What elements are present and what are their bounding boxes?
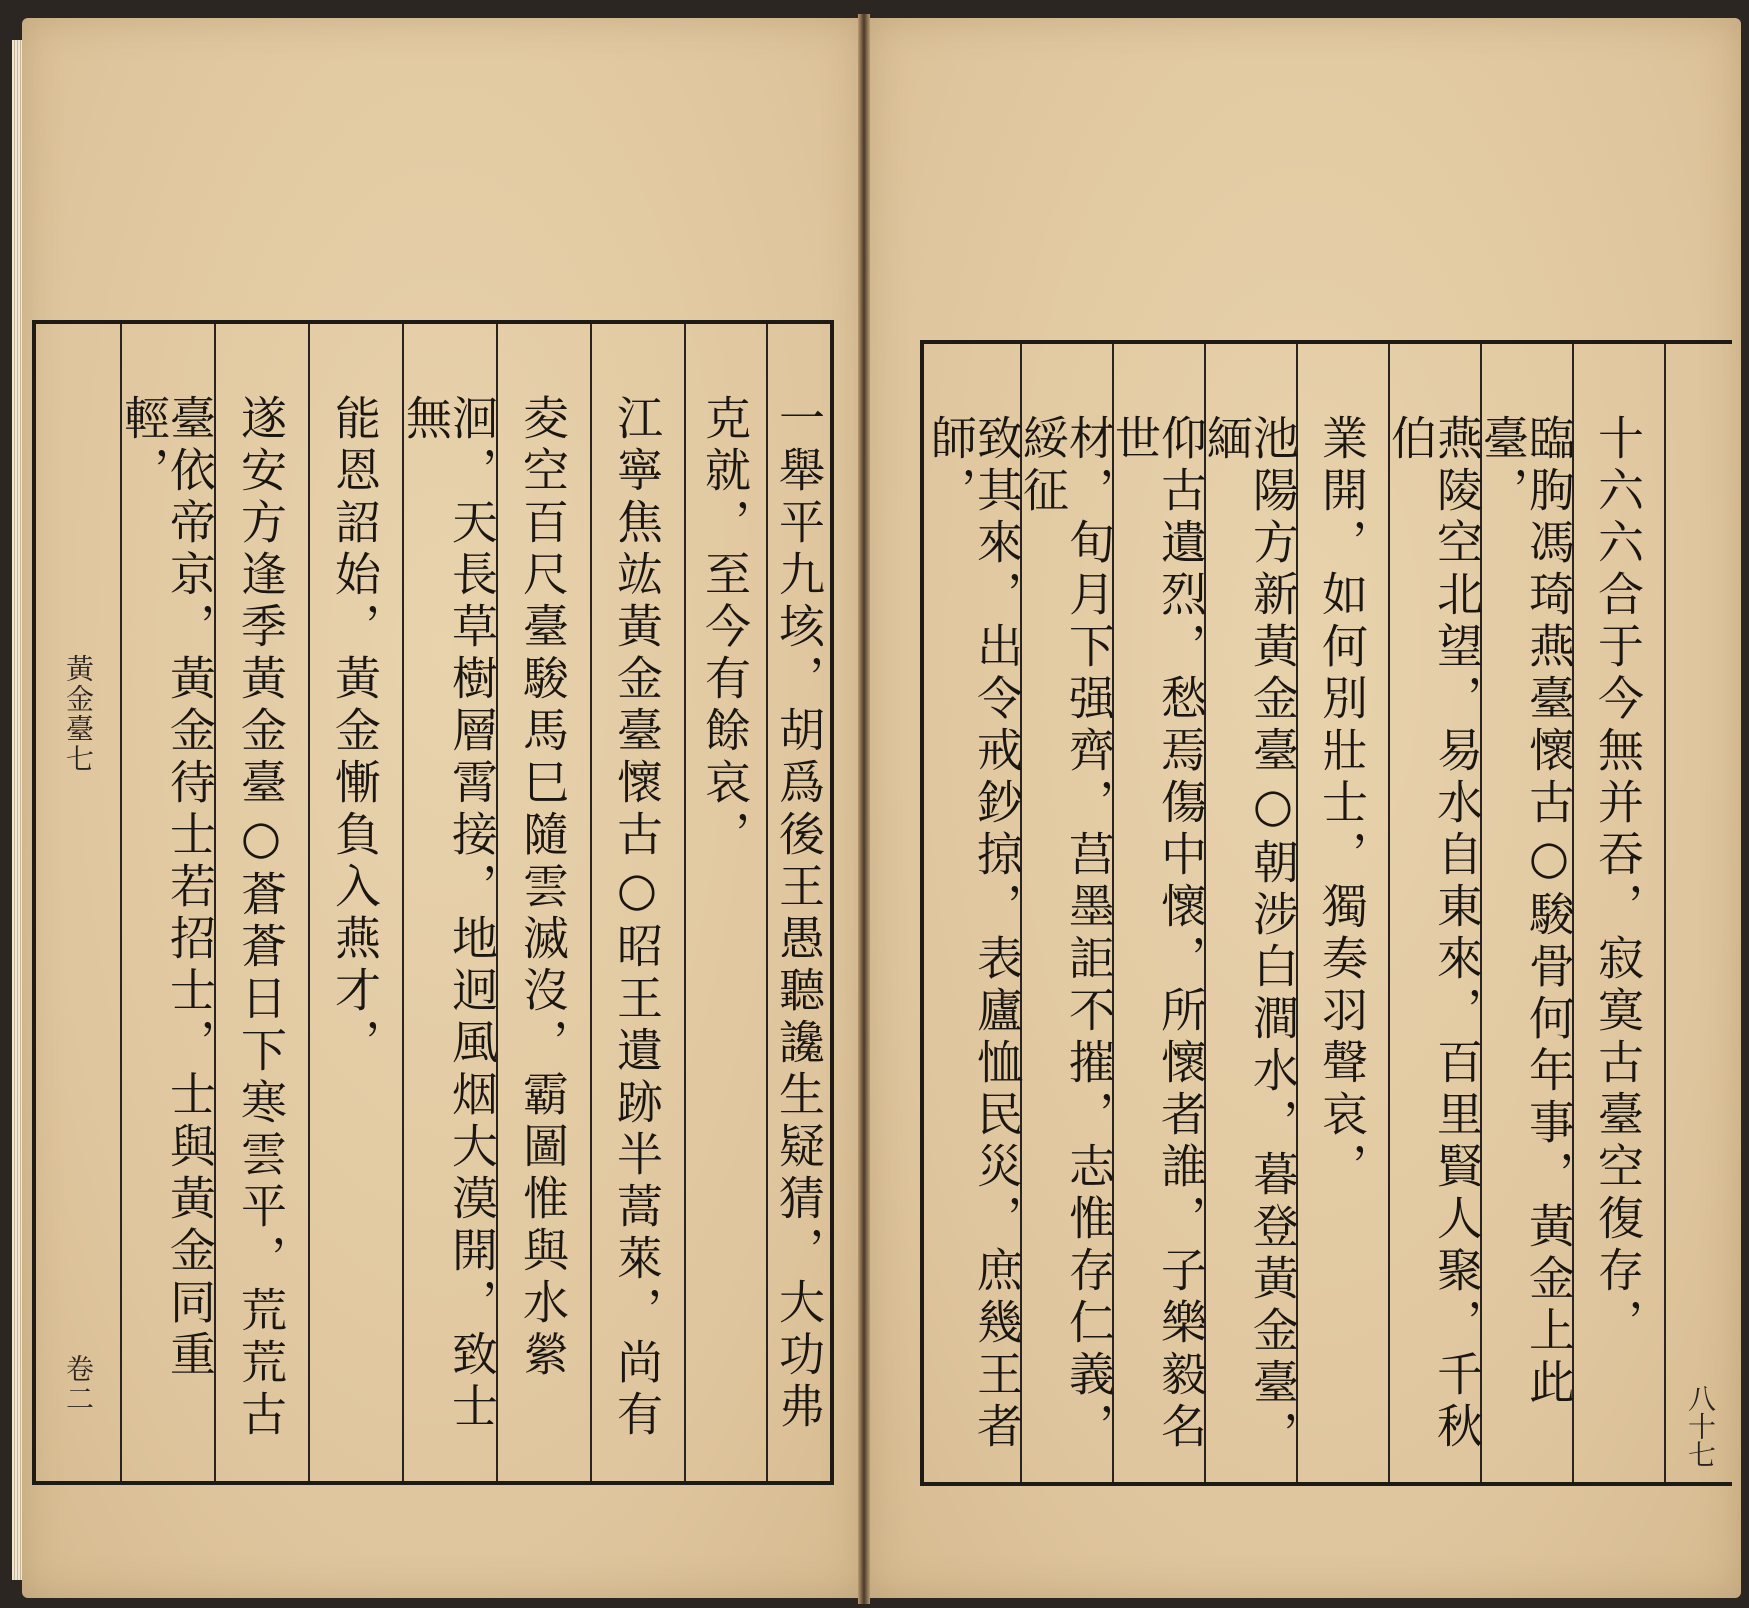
text-column: [1200, 344, 1300, 1482]
column-text: 仰古遺烈，愁焉傷中懷，所懷者誰，子樂毅名世: [1108, 414, 1208, 1454]
column-text: 夌空百尺臺駿馬巳隨雲滅沒，霸圖惟與水縈: [516, 394, 570, 1382]
column-text: 克就，至今有餘哀，: [698, 394, 752, 862]
column-rule: [1664, 344, 1666, 1482]
column-text: 江寧焦竑黃金臺懷古○昭王遺跡半蒿萊，尚有: [610, 394, 664, 1442]
text-column: [214, 324, 308, 1481]
column-text: 洄，天長草樹層霄接，地迥風烟大漠開，致士無: [399, 394, 499, 1434]
column-text: 十六六合于今無并吞，寂寞古臺空復存，: [1591, 414, 1645, 1350]
text-column: [684, 324, 766, 1481]
text-column: [399, 324, 499, 1481]
column-text: 致其來，出令戒鈔掠，表廬恤民災，庶幾王者師，: [924, 414, 1024, 1454]
text-column: [1572, 344, 1664, 1482]
column-text: 材，旬月下强齊，莒墨詎不摧，志惟存仁義，綏征: [1016, 414, 1116, 1454]
text-column: [117, 324, 217, 1481]
text-column: [1476, 344, 1576, 1482]
folio-number: 八十七: [1684, 1384, 1717, 1468]
column-text: 臨朐馮琦燕臺懷古○駿骨何年事，黃金上此臺，: [1476, 414, 1576, 1410]
column-text: 一舉平九垓，胡爲後王愚聽讒生疑猜，大功弗: [772, 394, 826, 1434]
book-gutter: [858, 14, 870, 1604]
book-title-margin: 黃金臺七: [62, 654, 95, 774]
juan-number-margin: 卷二: [62, 1354, 95, 1414]
text-column: [1296, 344, 1388, 1482]
column-text: 燕陵空北望，易水自東來，百里賢人聚，千秋伯: [1384, 414, 1484, 1454]
column-text: 能恩詔始，黃金慚負入燕才，: [328, 394, 382, 1070]
text-column: [1384, 344, 1484, 1482]
right-text-frame: [920, 340, 1732, 1486]
column-text: 遂安方逢季黃金臺○蒼蒼日下寒雲平，荒荒古: [234, 394, 288, 1442]
text-column: [1108, 344, 1208, 1482]
column-text: 臺依帝京，黃金待士若招士，士與黃金同重輕，: [117, 394, 217, 1382]
column-text: 池陽方新黃金臺○朝涉白澗水，暮登黃金臺，緬: [1200, 414, 1300, 1462]
left-text-frame: [32, 320, 834, 1485]
text-column: [590, 324, 684, 1481]
text-column: [308, 324, 402, 1481]
text-column: [1016, 344, 1116, 1482]
text-column: [766, 324, 832, 1481]
text-column: [496, 324, 590, 1481]
text-column: [924, 344, 1024, 1482]
column-text: 業開，如何別壯士，獨奏羽聲哀，: [1315, 414, 1369, 1194]
